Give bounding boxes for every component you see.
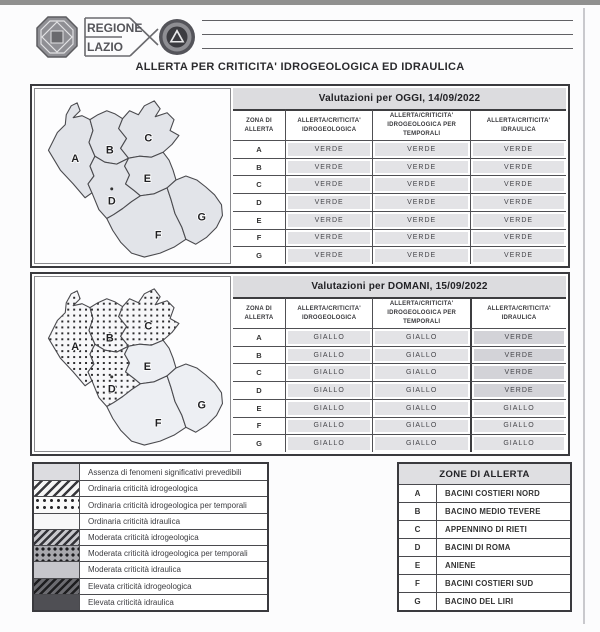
legend-swatch-dots-light xyxy=(34,496,80,512)
alert-cell: VERDE xyxy=(285,140,372,158)
zone-name: BACINO DEL LIRI xyxy=(437,592,570,610)
alert-cell: VERDE xyxy=(470,346,566,364)
map-label-d: D xyxy=(107,195,116,208)
map-label-e: E xyxy=(143,360,151,373)
zone-cell: C xyxy=(233,175,285,193)
lazio-map-today xyxy=(35,89,230,263)
alert-cell: GIALLO xyxy=(372,363,470,381)
map-label-g: G xyxy=(197,211,206,224)
rome-marker-dot xyxy=(110,375,113,378)
legend-label: Ordinaria criticità idraulica xyxy=(80,513,267,529)
alert-cell: GIALLO xyxy=(285,346,372,364)
alert-cell: VERDE xyxy=(285,158,372,176)
legend-swatch-hatch-light xyxy=(34,480,80,496)
header-rule-line xyxy=(202,34,573,35)
map-label-e: E xyxy=(143,172,151,185)
zone-cell: D xyxy=(233,193,285,211)
alert-cell: GIALLO xyxy=(285,417,372,435)
alert-cell: GIALLO xyxy=(285,328,372,346)
map-label-c: C xyxy=(144,320,153,333)
map-tomorrow xyxy=(34,276,231,452)
map-label-a: A xyxy=(71,341,80,354)
alert-cell: VERDE xyxy=(285,211,372,229)
alert-cell: VERDE xyxy=(470,193,566,211)
alert-cell: VERDE xyxy=(285,229,372,247)
zone-cell: C xyxy=(233,363,285,381)
alert-cell: VERDE xyxy=(372,229,470,247)
alert-cell: GIALLO xyxy=(372,417,470,435)
alert-cell: VERDE xyxy=(470,229,566,247)
legend-label: Elevata criticità idrogeologica xyxy=(80,578,267,594)
col-header-temporali: ALLERTA/CRITICITA' IDROGEOLOGICA PER TEMPORALI xyxy=(372,109,470,140)
alert-cell: VERDE xyxy=(285,246,372,264)
legend-swatch-hatch-dark xyxy=(34,578,80,594)
col-header-idrogeologica: ALLERTA/CRITICITA' IDROGEOLOGICA xyxy=(285,109,372,140)
panel-today xyxy=(30,84,570,268)
legend-label: Moderata criticità idrogeologica xyxy=(80,529,267,545)
header-rule-line xyxy=(202,48,573,49)
zone-code: A xyxy=(399,484,437,502)
alert-cell: GIALLO xyxy=(470,434,566,452)
zone-cell: F xyxy=(233,229,285,247)
col-header-zona: ZONA DI ALLERTA xyxy=(233,109,285,140)
page-title: ALLERTA PER CRITICITA' IDROGEOLOGICA ED IDRAULICA xyxy=(135,61,465,73)
alert-cell: VERDE xyxy=(372,175,470,193)
rome-marker-dot xyxy=(110,187,113,190)
map-today xyxy=(34,88,231,264)
zone-cell: F xyxy=(233,417,285,435)
zone-name: BACINI COSTIERI SUD xyxy=(437,574,570,592)
alert-cell: GIALLO xyxy=(372,381,470,399)
col-header-zona: ZONA DI ALLERTA xyxy=(233,297,285,328)
legend-label: Ordinaria criticità idrogeologica per temporali xyxy=(80,496,267,512)
panel-tomorrow xyxy=(30,272,570,456)
alert-cell: VERDE xyxy=(372,140,470,158)
map-label-g: G xyxy=(197,399,206,412)
zone-cell: E xyxy=(233,211,285,229)
map-label-c: C xyxy=(144,132,153,145)
legend-swatch-solid-medium xyxy=(34,561,80,577)
zone-code: C xyxy=(399,520,437,538)
legend-label: Moderata criticità idraulica xyxy=(80,561,267,577)
table-title-tomorrow: Valutazioni per DOMANI, 15/09/2022 xyxy=(233,276,566,297)
alert-cell: GIALLO xyxy=(285,363,372,381)
alert-cell: VERDE xyxy=(372,246,470,264)
zone-cell: A xyxy=(233,328,285,346)
zone-name: BACINI COSTIERI NORD xyxy=(437,484,570,502)
alert-cell: VERDE xyxy=(470,140,566,158)
alert-cell: VERDE xyxy=(470,328,566,346)
alert-cell: VERDE xyxy=(285,193,372,211)
zone-cell: B xyxy=(233,158,285,176)
table-title-today: Valutazioni per OGGI, 14/09/2022 xyxy=(233,88,566,109)
map-label-a: A xyxy=(71,153,80,166)
legend-swatch-hatch-medium xyxy=(34,529,80,545)
alert-cell: GIALLO xyxy=(372,346,470,364)
zone-code: D xyxy=(399,538,437,556)
alert-cell: VERDE xyxy=(285,175,372,193)
alert-cell: GIALLO xyxy=(372,399,470,417)
alert-cell: GIALLO xyxy=(470,417,566,435)
document-right-edge xyxy=(583,8,585,624)
alert-cell: VERDE xyxy=(470,158,566,176)
map-label-f: F xyxy=(154,229,162,242)
alert-cell: VERDE xyxy=(372,211,470,229)
col-header-temporali: ALLERTA/CRITICITA' IDROGEOLOGICA PER TEMPORALI xyxy=(372,297,470,328)
legend-swatch-solid-white xyxy=(34,513,80,529)
alert-cell: GIALLO xyxy=(285,399,372,417)
alert-cell: VERDE xyxy=(372,193,470,211)
legend-label: Assenza di fenomeni significativi prevedibili xyxy=(88,467,242,477)
legend-swatch-solid-light xyxy=(34,464,80,480)
zone-name: APPENNINO DI RIETI xyxy=(437,520,570,538)
region-name-line2: LAZIO xyxy=(87,40,123,54)
alert-cell: GIALLO xyxy=(285,381,372,399)
photo-top-edge xyxy=(0,0,600,5)
map-label-d: D xyxy=(107,383,116,396)
civil-protection-logo-icon xyxy=(158,18,196,56)
alert-cell: VERDE xyxy=(470,246,566,264)
col-header-idrogeologica: ALLERTA/CRITICITA' IDROGEOLOGICA xyxy=(285,297,372,328)
alert-cell: GIALLO xyxy=(285,434,372,452)
lazio-map-tomorrow xyxy=(35,277,230,451)
zone-cell: E xyxy=(233,399,285,417)
zones-table-title: ZONE DI ALLERTA xyxy=(399,464,570,484)
alert-cell: VERDE xyxy=(470,381,566,399)
zone-cell: B xyxy=(233,346,285,364)
alert-cell: VERDE xyxy=(470,175,566,193)
alert-cell: VERDE xyxy=(470,211,566,229)
legend-label: Ordinaria criticità idrogeologica xyxy=(80,480,267,496)
zone-cell: G xyxy=(233,434,285,452)
zone-code: F xyxy=(399,574,437,592)
map-zone-c xyxy=(119,101,179,158)
legend-swatch-solid-dark xyxy=(34,594,80,610)
legend-label: Elevata criticità idraulica xyxy=(80,594,267,610)
zone-name: ANIENE xyxy=(437,556,570,574)
alert-cell: GIALLO xyxy=(372,434,470,452)
legend-swatch-dots-medium xyxy=(34,545,80,561)
zone-code: G xyxy=(399,592,437,610)
map-zone-c xyxy=(119,289,179,346)
regione-lazio-logotype xyxy=(84,15,162,59)
col-header-idraulica: ALLERTA/CRITICITA' IDRAULICA xyxy=(470,297,566,328)
col-header-idraulica: ALLERTA/CRITICITA' IDRAULICA xyxy=(470,109,566,140)
criticality-legend xyxy=(32,462,269,612)
legend-label: Moderata criticità idrogeologica per temporali xyxy=(80,545,267,561)
alert-cell: GIALLO xyxy=(372,328,470,346)
map-label-b: B xyxy=(105,144,114,157)
zone-cell: A xyxy=(233,140,285,158)
map-label-f: F xyxy=(154,417,162,430)
regione-lazio-emblem-icon xyxy=(34,14,80,60)
zone-code: B xyxy=(399,502,437,520)
zone-cell: D xyxy=(233,381,285,399)
zone-name: BACINO MEDIO TEVERE xyxy=(437,502,570,520)
header-rule-line xyxy=(202,20,573,21)
alert-cell: VERDE xyxy=(470,363,566,381)
alert-cell: VERDE xyxy=(372,158,470,176)
alert-cell: GIALLO xyxy=(470,399,566,417)
map-label-b: B xyxy=(105,332,114,345)
alert-table-tomorrow xyxy=(233,276,566,452)
zones-table xyxy=(397,462,572,612)
region-name-line1: REGIONE xyxy=(87,21,143,35)
alert-table-today xyxy=(233,88,566,264)
zone-name: BACINI DI ROMA xyxy=(437,538,570,556)
zone-code: E xyxy=(399,556,437,574)
zone-cell: G xyxy=(233,246,285,264)
